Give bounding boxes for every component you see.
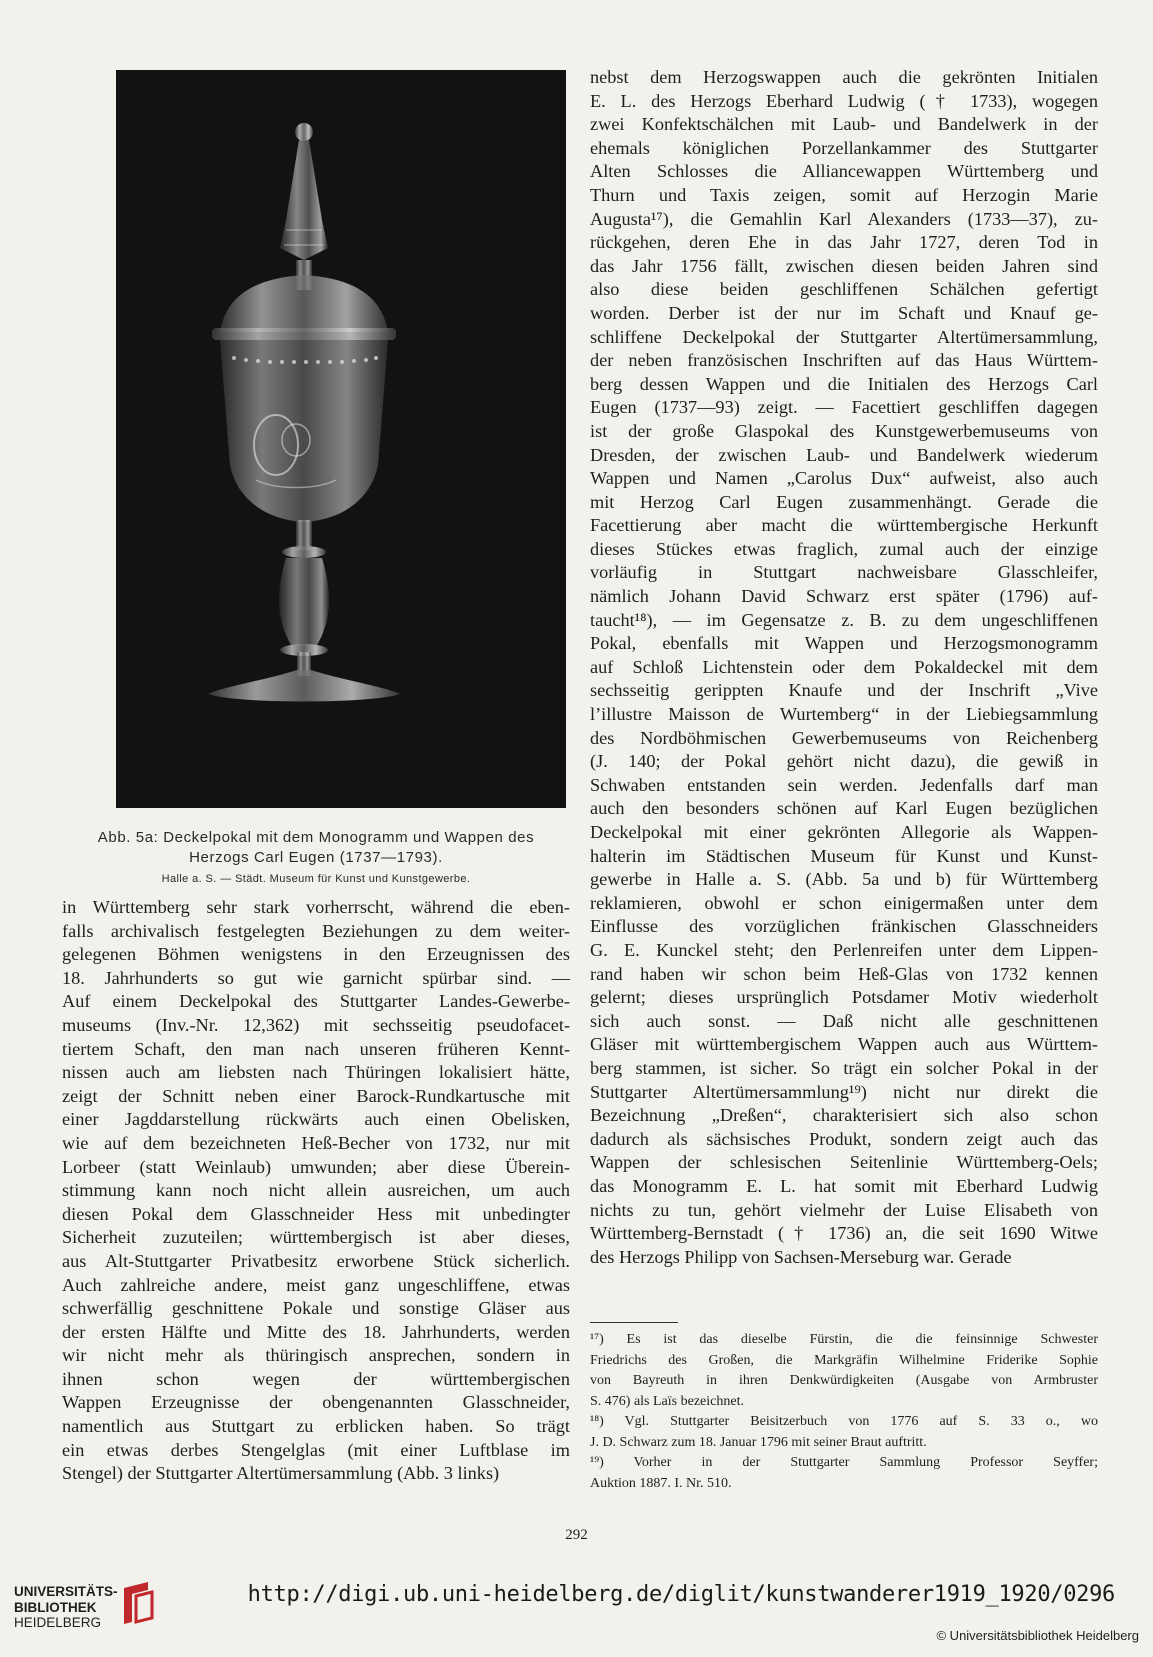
text-line: aus Alt-Stuttgarter Privatbesitz erworbene Stück sicherlich. <box>62 1250 570 1271</box>
text-line: das Monogramm E. L. hat somit mit Eberhard Ludwig <box>590 1175 1098 1196</box>
text-line: tiertem Schaft, den man nach unseren früheren Kennt- <box>62 1038 570 1059</box>
text-line: gelegenen Böhmen wenigstens in den Erzeugnissen des <box>62 944 570 965</box>
text-line: Gläser mit württembergischem Wappen auch aus Württem- <box>590 1034 1098 1055</box>
text-line: halterin im Städtischen Museum für Kunst und Kunst- <box>590 845 1098 866</box>
text-line: Auch zahlreiche andere, meist ganz ungeschliffene, etwas <box>62 1274 570 1295</box>
footnote-line: ¹⁸) Vgl. Stuttgarter Beisitzerbuch von 1776 auf S. 33 o., wo <box>590 1414 1098 1429</box>
footnote-line: Auktion 1887. I. Nr. 510. <box>590 1475 732 1491</box>
text-line: Pokal, ebenfalls mit Wappen und Herzogsmonogramm <box>590 633 1098 654</box>
text-line: Wappen der schlesischen Seitenlinie Württemberg-Oels; <box>590 1152 1098 1173</box>
text-line: Deckelpokal mit einer gekrönten Allegorie als Wappen- <box>590 822 1098 842</box>
text-line: das Jahr 1756 fällt, zwischen diesen beiden Jahren sind <box>590 255 1098 276</box>
text-line: in Württemberg sehr stark vorherrscht, während die eben- <box>62 897 570 917</box>
text-line: ist der große Glaspokal des Kunstgewerbemuseums von <box>590 420 1098 441</box>
text-line: (J. 140; der Pokal gehört nicht dazu), die gewiß in <box>590 751 1098 772</box>
text-line: Sicherheit zuzuteilen; württembergisch ist aber dieses, <box>62 1227 570 1248</box>
text-line: sich auch sonst. — Daß nicht alle geschnittenen <box>590 1010 1098 1031</box>
text-line: also diese beiden geschliffenen Schälchen gefertigt <box>590 279 1098 300</box>
library-logo-text <box>14 1584 118 1631</box>
text-line: museums (Inv.-Nr. 12,362) mit sechsseitig pseudofacet- <box>62 1014 570 1035</box>
text-line: schwerfällig geschnittene Pokale und sonstige Gläser aus <box>62 1298 570 1319</box>
text-line: falls archivalisch festgelegten Beziehungen zu dem weiter- <box>62 920 570 941</box>
footnotes <box>590 1330 1098 1494</box>
text-line: Wappen Erzeugnisse der obengenannten Glasschneider, <box>62 1392 570 1413</box>
text-line: Württemberg-Bernstadt († 1736) an, die seit 1690 Witwe <box>590 1223 1098 1244</box>
text-line: Facettierung aber macht die württembergische Herkunft <box>590 515 1098 536</box>
text-line: Stuttgarter Altertümersammlung¹⁹) nicht nur direkt die <box>590 1081 1098 1102</box>
goblet-photograph <box>116 70 566 808</box>
text-line: Dresden, der zwischen Laub- und Bandelwerk wiederum <box>590 444 1098 465</box>
text-line: nebst dem Herzogswappen auch die gekrönten Initialen <box>590 67 1098 87</box>
text-line: des Herzogs Philipp von Sachsen-Merseburg war. Gerade <box>590 1246 1012 1267</box>
text-line: diesen Pokal dem Glasschneider Hess mit unbedingter <box>62 1203 570 1224</box>
text-line: auch den besonders schönen auf Karl Eugen bezüglichen <box>590 798 1098 819</box>
footnote-divider <box>590 1322 678 1323</box>
text-line: Stengel) der Stuttgarter Altertümersammlung (Abb. 3 links) <box>62 1463 500 1484</box>
text-line: Thurn und Taxis zeigen, somit auf Herzogin Marie <box>590 184 1098 205</box>
text-line: E. L. des Herzogs Eberhard Ludwig († 1733), wogegen <box>590 90 1098 111</box>
permalink-url[interactable]: http://digi.ub.uni-heidelberg.de/diglit/kunstwanderer1919_1920/0296 <box>247 1582 1115 1607</box>
text-line: nämlich Johann David Schwarz erst später (1796) auf- <box>590 586 1098 607</box>
caption-title-continued: Herzogs Carl Eugen (1737—1793). <box>189 849 443 866</box>
text-line: einer Jagddarstellung rückwärts auch einen Obelisken, <box>62 1109 570 1130</box>
text-line: taucht¹⁸), — im Gegensatze z. B. zu dem ungeschliffenen <box>590 609 1098 630</box>
logo-line-3: HEIDELBERG <box>14 1615 102 1630</box>
footnote-line: S. 476) als Laïs bezeichnet. <box>590 1393 744 1409</box>
text-line: l’illustre Maisson de Wurtemberg“ in der Liebiegsammlung <box>590 704 1098 725</box>
text-line: zeigt der Schnitt neben einer Barock-Rundkartusche mit <box>62 1085 570 1106</box>
text-line: nissen auch am liebsten nach Thüringen lokalisiert hätte, <box>62 1062 570 1083</box>
text-line: dadurch als sächsisches Produkt, sondern zeigt auch das <box>590 1128 1098 1149</box>
text-line: der ersten Hälfte und Mitte des 18. Jahrhunderts, werden <box>62 1321 570 1342</box>
text-line: ehemals königlichen Porzellankammer des Stuttgarter <box>590 137 1098 158</box>
text-line: Wappen und Namen „Carolus Dux“ aufweist, also auch <box>590 468 1098 489</box>
text-line: vorläufig in Stuttgart nachweisbare Glasschleifer, <box>590 562 1098 583</box>
text-line: dieses Stückes etwas fraglich, zumal auch der einzige <box>590 538 1098 559</box>
right-column-text <box>590 66 1098 1269</box>
text-line: reklamieren, obwohl er schon einigermaßen unter dem <box>590 892 1098 913</box>
page-number: 292 <box>565 1527 588 1543</box>
left-column-text <box>62 896 570 1486</box>
text-line: ihnen schon wegen der württembergischen <box>62 1368 570 1389</box>
footnote-line: Friedrichs des Großen, die Markgräfin Wilhelmine Friderike Sophie <box>590 1352 1098 1368</box>
text-line: gewerbe in Halle a. S. (Abb. 5a und b) für Württemberg <box>590 869 1098 890</box>
text-line: ein etwas derbes Stengelglas (mit einer Luftblase im <box>62 1439 570 1460</box>
caption-title: Abb. 5a: Deckelpokal mit dem Monogramm und Wappen des <box>97 829 535 846</box>
text-line: berg dessen Wappen und die Initialen des Herzogs Carl <box>590 373 1098 394</box>
copyright-notice: © Universitätsbibliothek Heidelberg <box>936 1628 1139 1643</box>
text-line: wie auf dem bezeichneten Heß-Becher von 1732, nur mit <box>62 1132 570 1153</box>
text-line: Schwaben entstanden sein werden. Jedenfalls darf man <box>590 774 1098 795</box>
text-line: stimmung kann noch nicht allein ausreichen, um auch <box>62 1180 570 1201</box>
text-line: sechsseitig gerippten Knaufe und der Inschrift „Vive <box>590 680 1098 701</box>
text-line: Lorbeer (statt Weinlaub) umwunden; aber diese Überein- <box>62 1156 570 1177</box>
text-line: Alten Schlosses die Alliancewappen Württemberg und <box>590 161 1098 182</box>
footnote-line: ¹⁷) Es ist das dieselbe Fürstin, die die feinsinnige Schwester <box>590 1332 1098 1347</box>
text-line: mit Herzog Carl Eugen zusammenhängt. Gerade die <box>590 491 1098 512</box>
logo-line-2: BIBLIOTHEK <box>14 1599 97 1615</box>
library-logo-icon <box>118 1578 158 1626</box>
text-line: auf Schloß Lichtenstein oder dem Pokaldeckel mit dem <box>590 656 1098 677</box>
goblet-illustration <box>116 70 566 808</box>
text-line: Bezeichnung „Dreßen“, charakterisiert sich also schon <box>590 1105 1098 1126</box>
text-line: gelernt; dieses ursprünglich Potsdamer Motiv wiederholt <box>590 987 1098 1008</box>
text-line: schliffene Deckelpokal der Stuttgarter Altertümersammlung, <box>590 326 1098 347</box>
figure-caption <box>62 828 570 887</box>
text-line: rückgehen, deren Ehe in das Jahr 1727, deren Tod in <box>590 232 1098 253</box>
text-line: Auf einem Deckelpokal des Stuttgarter Landes-Gewerbe- <box>62 991 570 1012</box>
text-line: 18. Jahrhunderts so gut wie garnicht spürbar sind. — <box>62 967 570 988</box>
footnote-line: ¹⁹) Vorher in der Stuttgarter Sammlung Professor Seyffer; <box>590 1455 1098 1470</box>
footnote-line: J. D. Schwarz zum 18. Januar 1796 mit seiner Braut auftritt. <box>590 1434 927 1450</box>
text-line: Eugen (1737—93) zeigt. — Facettiert geschliffen dagegen <box>590 397 1098 418</box>
text-line: Augusta¹⁷), die Gemahlin Karl Alexanders (1733—37), zu- <box>590 208 1098 229</box>
text-line: berg stammen, ist sicher. So trägt ein solcher Pokal in der <box>590 1057 1098 1078</box>
logo-line-1: UNIVERSITÄTS- <box>14 1584 118 1599</box>
text-line: der neben französischen Inschriften auf das Haus Württem- <box>590 350 1098 371</box>
text-line: zwei Konfektschälchen mit Laub- und Bandelwerk in der <box>590 114 1098 135</box>
text-line: des Nordböhmischen Gewerbemuseums von Reichenberg <box>590 727 1098 748</box>
text-line: G. E. Kunckel steht; den Perlenreifen unter dem Lippen- <box>590 939 1098 960</box>
caption-source: Halle a. S. — Städt. Museum für Kunst und Kunstgewerbe. <box>161 873 471 885</box>
text-line: namentlich aus Stuttgart zu erblicken haben. So trägt <box>62 1416 570 1437</box>
text-line: nichts zu tun, gehört vielmehr der Luise Elisabeth von <box>590 1199 1098 1220</box>
text-line: wir nicht mehr als thüringisch ansprechen, sondern in <box>62 1345 570 1366</box>
footnote-line: von Bayreuth in ihren Denkwürdigkeiten (Ausgabe von Armbruster <box>590 1373 1098 1388</box>
text-line: worden. Derber ist der nur im Schaft und Knauf ge- <box>590 302 1098 323</box>
text-line: rand haben wir schon beim Heß-Glas von 1732 kennen <box>590 963 1098 984</box>
text-line: Einflusse des vorzüglichen fränkischen Glasschneiders <box>590 916 1098 937</box>
library-footer <box>0 1568 1153 1657</box>
